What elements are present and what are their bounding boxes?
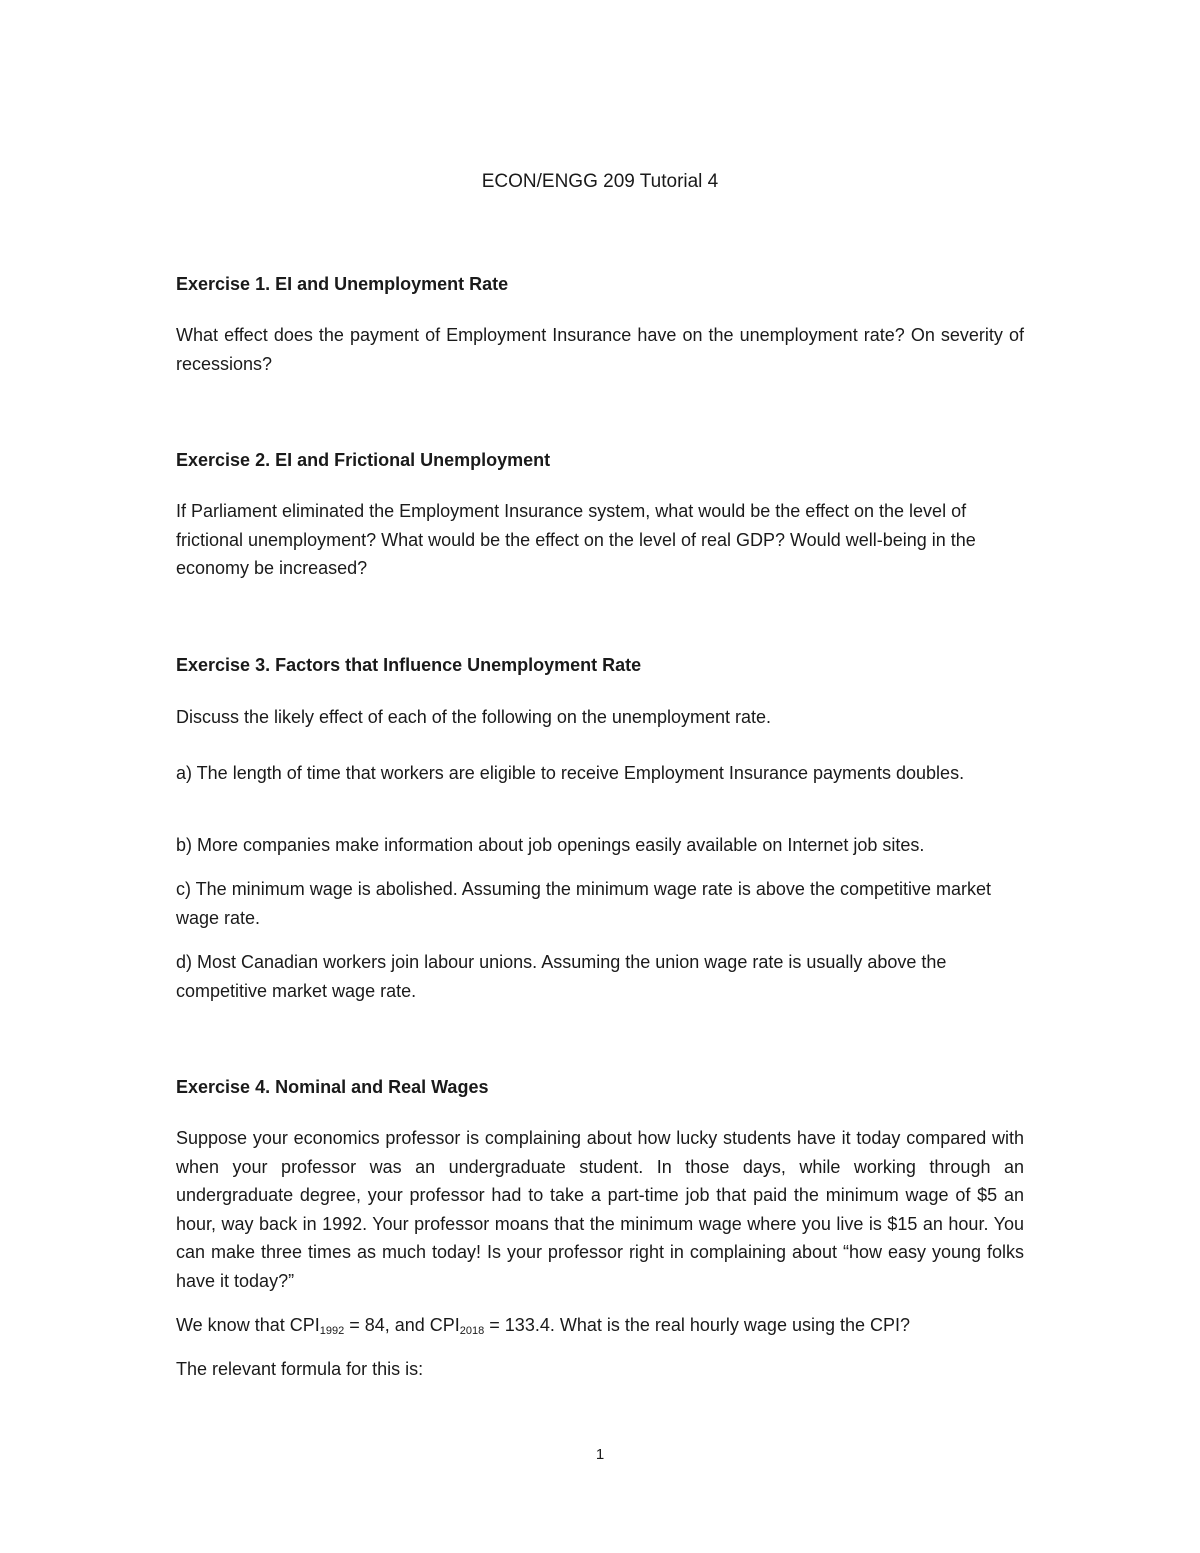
exercise-2-heading: Exercise 2. EI and Frictional Unemployment	[176, 450, 551, 470]
exercise-2-text: If Parliament eliminated the Employment Insurance system, what would be the effect on the level of frictional unemployment? What would be the effect on the level of real GDP? Would well-being in the economy be increased?	[176, 501, 976, 578]
cpi-prefix: We know that CPI	[176, 1315, 320, 1335]
exercise-3-item-d: d) Most Canadian workers join labour unions. Assuming the union wage rate is usually above the competitive market wage rate.	[176, 952, 947, 1001]
page-number: 1	[595, 1446, 605, 1463]
exercise-3-intro: Discuss the likely effect of each of the following on the unemployment rate.	[176, 707, 771, 727]
cpi-suffix: = 133.4. What is the real hourly wage using the CPI?	[484, 1315, 911, 1335]
exercise-1-heading: Exercise 1. EI and Unemployment Rate	[176, 274, 509, 294]
exercise-4-heading: Exercise 4. Nominal and Real Wages	[176, 1077, 489, 1097]
cpi-mid: = 84, and CPI	[344, 1315, 460, 1335]
page-title: ECON/ENGG 209 Tutorial 4	[481, 171, 719, 192]
exercise-1-text: What effect does the payment of Employment Insurance have on the unemployment rate? On severity of recessions?	[176, 325, 1024, 374]
exercise-3-item-c: c) The minimum wage is abolished. Assuming the minimum wage rate is above the competitive market wage rate.	[176, 879, 992, 928]
exercise-3-heading: Exercise 3. Factors that Influence Unemployment Rate	[176, 655, 642, 675]
exercise-4-cpi-line	[176, 1311, 1024, 1340]
exercise-3-item-b: b) More companies make information about job openings easily available on Internet job sites.	[176, 835, 925, 855]
exercise-4-formula-intro: The relevant formula for this is:	[176, 1359, 424, 1379]
cpi-year-1992: 1992	[319, 1325, 345, 1337]
exercise-3-item-a: a) The length of time that workers are eligible to receive Employment Insurance payments doubles.	[176, 763, 965, 783]
exercise-4-text: Suppose your economics professor is complaining about how lucky students have it today compared with when your professor was an undergraduate student. In those days, while working through an undergraduate degree, your professor had to take a part-time job that paid the minimum wage of $5 an hour, way back in 1992. Your professor moans that the minimum wage where you live is $15 an hour. You can make three times as much today! Is your professor right in complaining about “how easy young folks have it today?”	[176, 1128, 1024, 1291]
cpi-year-2018: 2018	[459, 1325, 485, 1337]
